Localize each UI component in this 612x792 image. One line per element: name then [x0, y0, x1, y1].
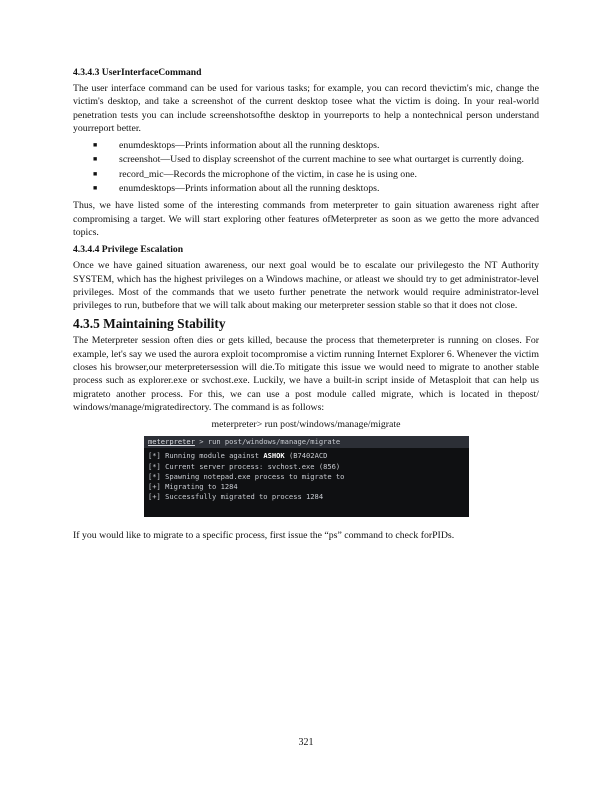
- terminal-line: [*] Current server process: svchost.exe (856): [148, 461, 341, 471]
- terminal-screenshot: [144, 436, 469, 517]
- bullet-icon: ■: [93, 155, 98, 164]
- list-item: ■ screenshot—Used to display screenshot of the current machine to see what ourtarget is currently doing.: [93, 154, 524, 166]
- terminal-line: [*] Spawning notepad.exe process to migrate to: [148, 471, 345, 481]
- page-body: [73, 66, 539, 547]
- list-item: ■ enumdesktops—Prints information about all the running desktops.: [93, 140, 380, 152]
- bullet-icon: ■: [93, 169, 98, 178]
- bullet-icon: ■: [93, 184, 98, 193]
- section-heading-user-interface: 4.3.4.3 UserInterfaceCommand: [73, 67, 202, 78]
- user-interface-paragraph: The user interface command can be used for various tasks; for example, you can record thevictim's mic, change the victim's desktop, and take a screenshot of the current desktop tosee what the victim is doing. In your real-world penetration tests you can include screenshotsofthe desktop in yourreports to help a nontechnical person understand yourreport better.: [73, 83, 539, 134]
- list-item: ■ record_mic—Records the microphone of the victim, in case he is using one.: [93, 168, 417, 180]
- terminal-prompt-line: meterpreter > run post/windows/manage/migrate: [144, 436, 469, 448]
- command-list: [73, 139, 539, 195]
- summary-paragraph: Thus, we have listed some of the interesting commands from meterpreter to gain situation awareness right after compromising a target. We will start exploring other features ofMeterpreter as soon as we getto the more advanced topics.: [73, 200, 539, 238]
- section-heading-privilege-escalation: 4.3.4.4 Privilege Escalation: [73, 244, 184, 256]
- terminal-line: [*] Running module against ASHOK (B7402ACD: [148, 451, 328, 461]
- command-line: meterpreter> run post/windows/manage/migrate: [211, 419, 401, 431]
- terminal-line: [+] Migrating to 1284: [148, 482, 238, 492]
- page-number: 321: [298, 737, 314, 748]
- section-heading-maintaining-stability: 4.3.5 Maintaining Stability: [73, 316, 226, 332]
- maintaining-stability-paragraph: The Meterpreter session often dies or gets killed, because the process that themeterpreter is running on closes. For example, let's say we used the aurora exploit tocompromise a victim running Internet Explorer 6. Whenever the victim closes his browser,our meterpretersession will die.To mitigate this issue we would need to migrate to another stable process such as explorer.exe or svchost.exe. Luckily, we have a built-in script inside of Metasploit that can help us migrateto another process. For this, we can use a post module called migrate, which is located in thepost/ windows/manage/migratedirectory. The command is as follows:: [73, 335, 539, 413]
- terminal-line: [+] Successfully migrated to process 1284: [148, 492, 324, 502]
- list-item: ■ enumdesktops—Prints information about all the running desktops.: [93, 183, 380, 195]
- migrate-note-paragraph: If you would like to migrate to a specific process, first issue the “ps” command to check forPIDs.: [73, 530, 455, 542]
- bullet-icon: ■: [93, 141, 98, 150]
- privilege-escalation-paragraph: Once we have gained situation awareness, our next goal would be to escalate our privilegesto the NT Authority SYSTEM, which has the highest privileges on a Windows machine, or atleast we should try to get administrator-level privileges. Most of the commands that we useto further penetrate the network would require administrator-level privileges to run, butbefore that we will talk about making our meterpreter session stable so that it does not close.: [73, 260, 539, 312]
